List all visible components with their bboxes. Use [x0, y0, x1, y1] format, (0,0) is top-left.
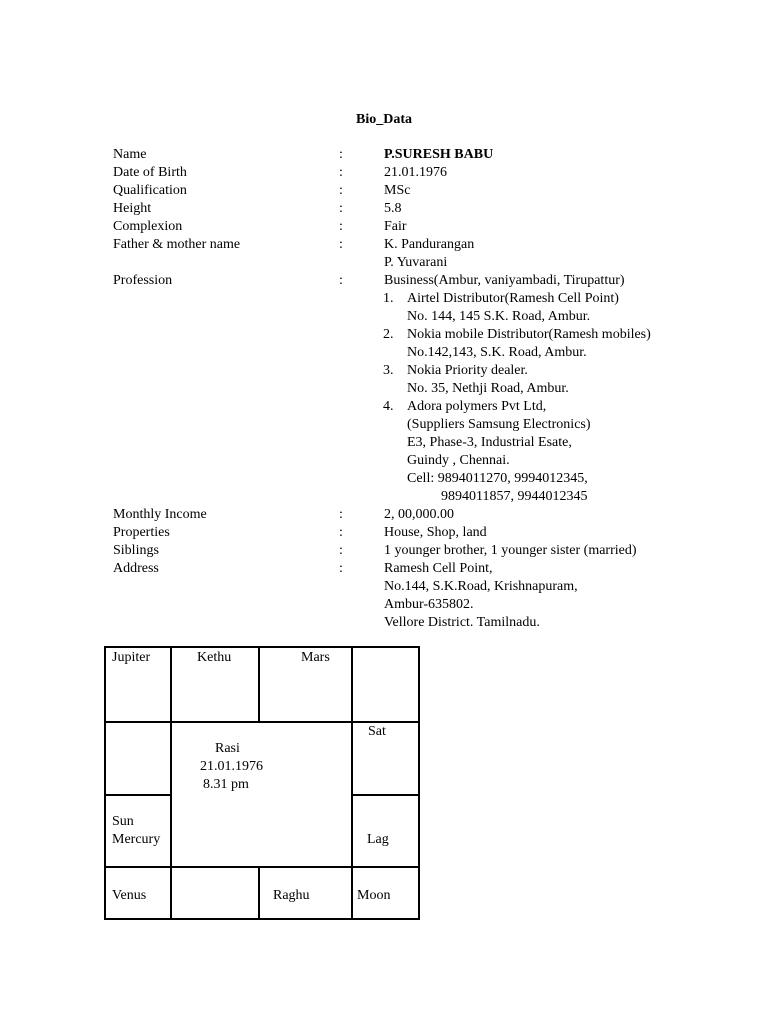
- cell-sun: Sun: [112, 814, 134, 829]
- item-line: E3, Phase-3, Industrial Esate,: [407, 435, 572, 450]
- profession-item-line: [113, 434, 733, 452]
- item-number: 4.: [383, 399, 394, 414]
- field-value: Ramesh Cell Point,: [384, 561, 493, 576]
- cell-kethu: Kethu: [197, 650, 232, 665]
- field-value: MSc: [384, 183, 411, 198]
- field-colon: :: [339, 201, 343, 216]
- item-line: No. 144, 145 S.K. Road, Ambur.: [407, 309, 591, 324]
- profession-item: [113, 398, 733, 416]
- field-name: [113, 146, 733, 164]
- cell-lag: Lag: [367, 832, 389, 847]
- field-value: 2, 00,000.00: [384, 507, 454, 522]
- field-colon: :: [339, 273, 343, 288]
- item-line: No.142,143, S.K. Road, Ambur.: [407, 345, 587, 360]
- profession-item-line: [113, 380, 733, 398]
- profession-item: [113, 362, 733, 380]
- cell-raghu: Raghu: [273, 888, 310, 903]
- field-label: Monthly Income: [113, 507, 207, 522]
- grid-line: [351, 648, 353, 918]
- cell-sat: Sat: [368, 724, 386, 739]
- item-line: Adora polymers Pvt Ltd,: [407, 399, 547, 414]
- rasi-time: 8.31 pm: [203, 777, 249, 792]
- field-complexion: [113, 218, 733, 236]
- field-address-cont: [113, 578, 733, 596]
- field-label: Properties: [113, 525, 170, 540]
- profession-item: [113, 290, 733, 308]
- grid-line: [170, 648, 172, 918]
- field-label: Height: [113, 201, 152, 216]
- field-parents-cont: [113, 254, 733, 272]
- field-value: K. Pandurangan: [384, 237, 475, 252]
- rasi-date: 21.01.1976: [200, 759, 263, 774]
- grid-line: [106, 866, 418, 868]
- profession-item-line: [113, 416, 733, 434]
- grid-line: [258, 866, 260, 918]
- cell-mars: Mars: [301, 650, 330, 665]
- grid-line: [351, 794, 418, 796]
- field-colon: :: [339, 525, 343, 540]
- field-address-cont: [113, 596, 733, 614]
- field-label: Profession: [113, 273, 173, 288]
- field-label: Qualification: [113, 183, 187, 198]
- field-value: P.SURESH BABU: [384, 147, 494, 162]
- field-colon: :: [339, 507, 343, 522]
- field-value: No.144, S.K.Road, Krishnapuram,: [384, 579, 578, 594]
- cell-venus: Venus: [112, 888, 147, 903]
- field-label: Father & mother name: [113, 237, 241, 252]
- field-income: [113, 506, 733, 524]
- profession-item-line: [113, 470, 733, 488]
- field-value: 5.8: [384, 201, 402, 216]
- field-siblings: [113, 542, 733, 560]
- rasi-chart: [104, 646, 420, 920]
- item-line: Airtel Distributor(Ramesh Cell Point): [407, 291, 619, 306]
- profession-item-line: [113, 488, 733, 506]
- profession-item-line: [113, 452, 733, 470]
- rasi-label: Rasi: [215, 741, 240, 756]
- field-value: 21.01.1976: [384, 165, 447, 180]
- cell-mercury: Mercury: [112, 832, 161, 847]
- item-line: Nokia mobile Distributor(Ramesh mobiles): [407, 327, 651, 342]
- field-colon: :: [339, 237, 343, 252]
- field-colon: :: [339, 165, 343, 180]
- field-colon: :: [339, 219, 343, 234]
- item-line: (Suppliers Samsung Electronics): [407, 417, 591, 432]
- field-profession: [113, 272, 733, 290]
- field-value: P. Yuvarani: [384, 255, 448, 270]
- field-label: Address: [113, 561, 159, 576]
- field-address-cont: [113, 614, 733, 632]
- field-value: 1 younger brother, 1 younger sister (married): [384, 543, 637, 558]
- field-parents: [113, 236, 733, 254]
- field-colon: :: [339, 561, 343, 576]
- field-value: House, Shop, land: [384, 525, 487, 540]
- item-line: No. 35, Nethji Road, Ambur.: [407, 381, 569, 396]
- item-number: 3.: [383, 363, 394, 378]
- cell-jupiter: Jupiter: [112, 650, 151, 665]
- profession-item: [113, 326, 733, 344]
- field-value: Ambur-635802.: [384, 597, 474, 612]
- field-properties: [113, 524, 733, 542]
- field-label: Complexion: [113, 219, 183, 234]
- item-line: Cell: 9894011270, 9994012345,: [407, 471, 588, 486]
- field-label: Name: [113, 147, 147, 162]
- field-colon: :: [339, 543, 343, 558]
- field-label: Date of Birth: [113, 165, 187, 180]
- field-value: Fair: [384, 219, 407, 234]
- field-value: Vellore District. Tamilnadu.: [384, 615, 540, 630]
- field-address: [113, 560, 733, 578]
- profession-item-line: [113, 308, 733, 326]
- item-line: Guindy , Chennai.: [407, 453, 510, 468]
- document-title: Bio_Data: [356, 112, 412, 127]
- field-qualification: [113, 182, 733, 200]
- field-dob: [113, 164, 733, 182]
- grid-line: [258, 648, 260, 723]
- grid-line: [106, 794, 172, 796]
- cell-moon: Moon: [357, 888, 391, 903]
- item-line: Nokia Priority dealer.: [407, 363, 528, 378]
- profession-item-line: [113, 344, 733, 362]
- bio-data-fields: [113, 146, 733, 632]
- field-height: [113, 200, 733, 218]
- item-number: 2.: [383, 327, 394, 342]
- item-number: 1.: [383, 291, 394, 306]
- field-colon: :: [339, 183, 343, 198]
- field-value: Business(Ambur, vaniyambadi, Tirupattur): [384, 273, 625, 288]
- field-label: Siblings: [113, 543, 159, 558]
- item-line: 9894011857, 9944012345: [441, 489, 588, 504]
- field-colon: :: [339, 147, 343, 162]
